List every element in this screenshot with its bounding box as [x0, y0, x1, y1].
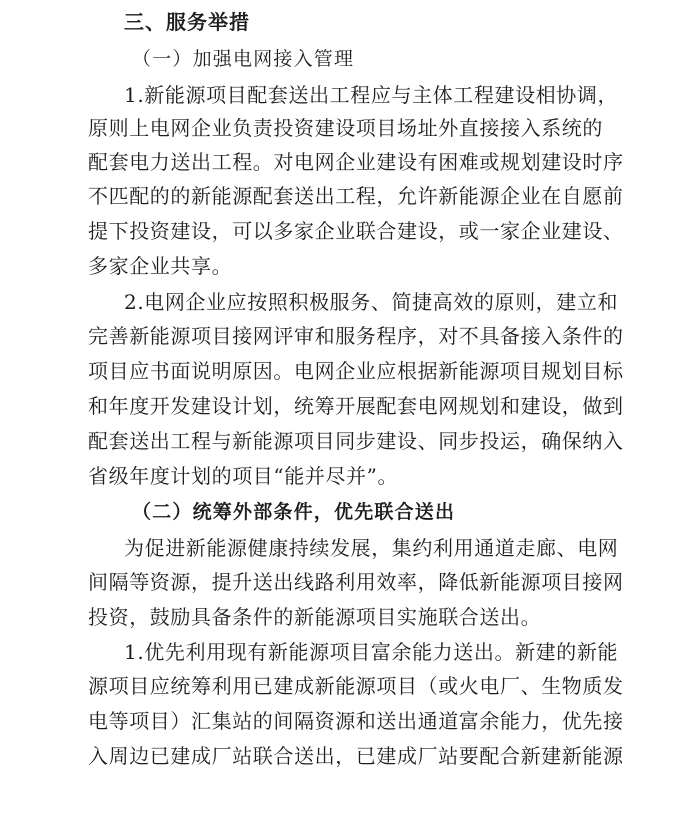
paragraph-line: 投资，鼓励具备条件的新能源项目实施联合送出。	[88, 605, 542, 629]
paragraph-line: 和年度开发建设计划，统筹开展配套电网规划和建设，做到	[88, 394, 624, 418]
paragraph-line: 电等项目）汇集站的间隔资源和送出通道富余能力，优先接	[88, 709, 624, 733]
paragraph-line: 2.电网企业应按照积极服务、简捷高效的原则，建立和	[124, 290, 619, 314]
paragraph-line: 原则上电网企业负责投资建设项目场址外直接接入系统的	[88, 116, 603, 140]
subsection-title-1: （一）加强电网接入管理	[132, 48, 355, 70]
section-heading: 三、服务举措	[124, 10, 250, 34]
paragraph-line: 间隔等资源，提升送出线路利用效率，降低新能源项目接网	[88, 570, 624, 594]
paragraph-line: 配套送出工程与新能源项目同步建设、同步投运，确保纳入	[88, 429, 624, 453]
paragraph-line: 多家企业共享。	[88, 254, 233, 278]
subsection-title-2: （二）统筹外部条件，优先联合送出	[132, 501, 456, 523]
paragraph-line: 配套电力送出工程。对电网企业建设有困难或规划建设时序	[88, 150, 624, 174]
paragraph-line: 提下投资建设，可以多家企业联合建设，或一家企业建设、	[88, 219, 624, 243]
paragraph-line: 入周边已建成厂站联合送出，已建成厂站要配合新建新能源	[88, 744, 624, 768]
paragraph-line: 1.新能源项目配套送出工程应与主体工程建设相协调，	[124, 83, 619, 107]
paragraph-line: 省级年度计划的项目“能并尽并”。	[88, 464, 399, 488]
paragraph-line: 项目应书面说明原因。电网企业应根据新能源项目规划目标	[88, 359, 624, 383]
paragraph-line: 源项目应统筹利用已建成新能源项目（或火电厂、生物质发	[88, 674, 624, 698]
paragraph-line: 1.优先利用现有新能源项目富余能力送出。新建的新能	[124, 640, 619, 664]
paragraph-line: 完善新能源项目接网评审和服务程序，对不具备接入条件的	[88, 324, 624, 348]
paragraph-line: 为促进新能源健康持续发展，集约利用通道走廊、电网	[124, 536, 619, 560]
paragraph-line: 不匹配的的新能源配套送出工程，允许新能源企业在自愿前	[88, 184, 624, 208]
